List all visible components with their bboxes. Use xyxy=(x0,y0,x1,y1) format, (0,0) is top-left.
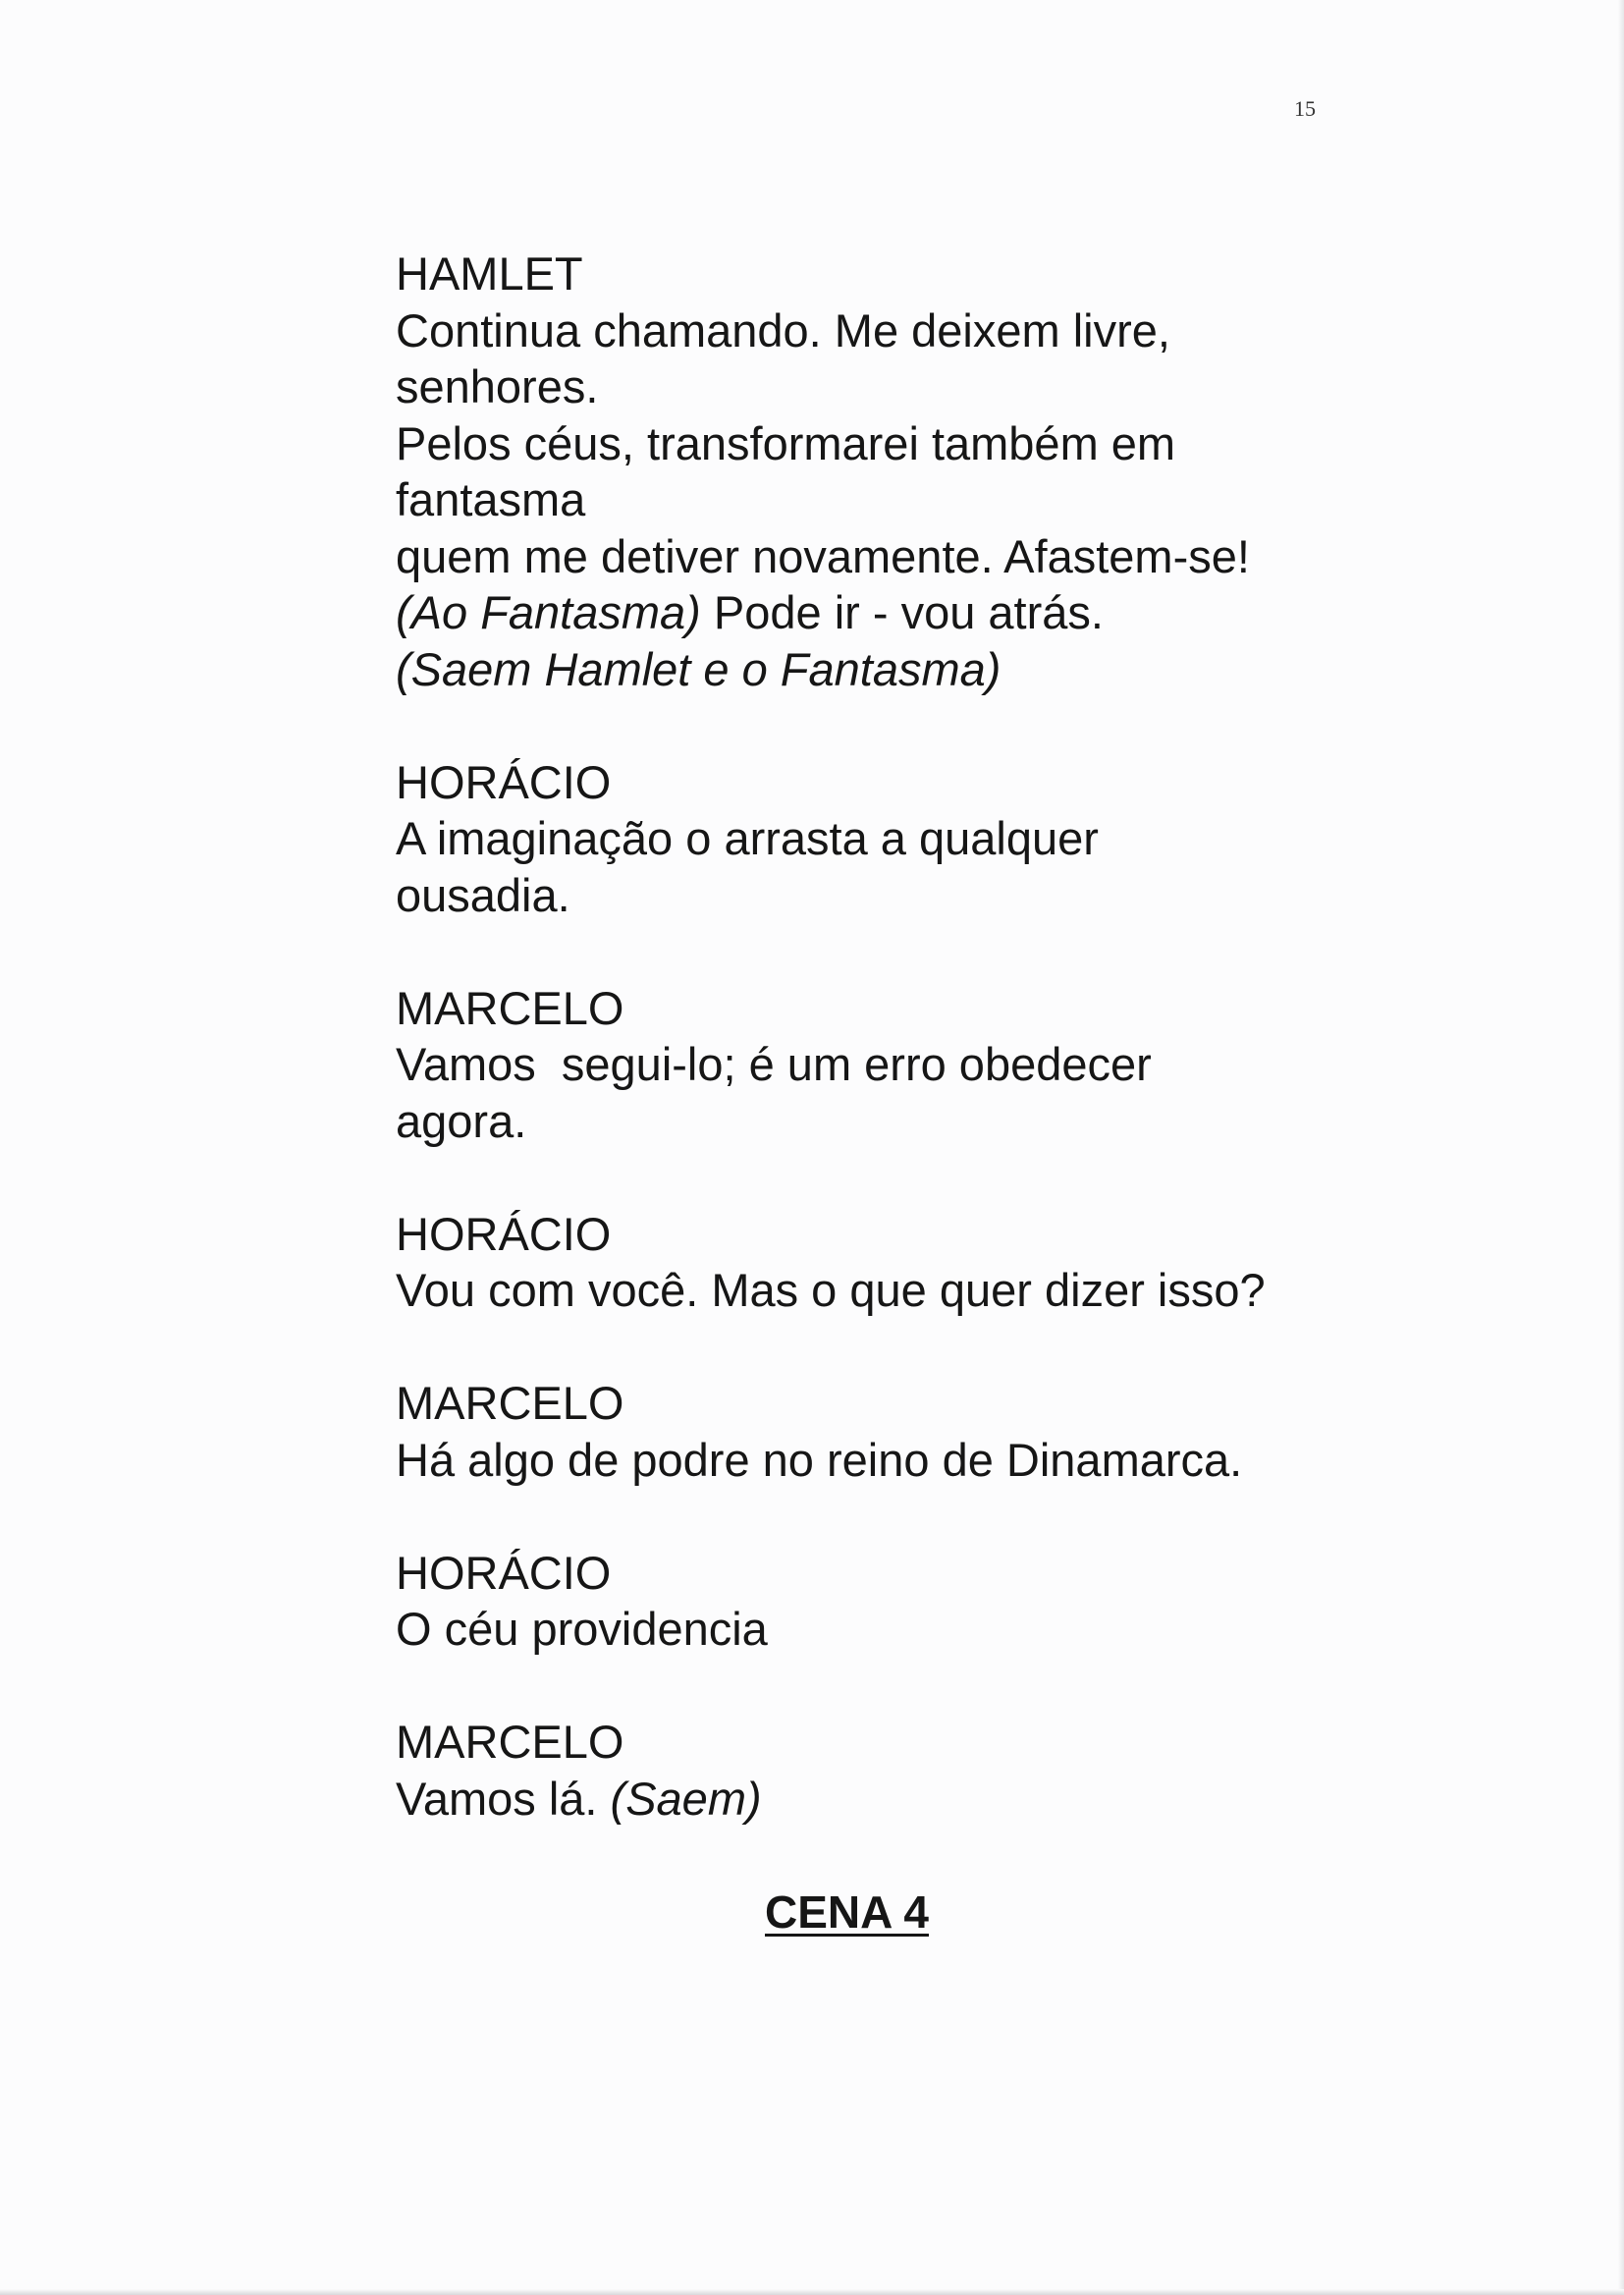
page-number: 15 xyxy=(1294,96,1316,121)
speaker-name: HORÁCIO xyxy=(396,1207,612,1260)
speech-text: Pelos céus, transformarei também em xyxy=(396,416,1176,469)
dialogue-block xyxy=(396,1714,1378,1827)
stage-direction: (Ao Fantasma) xyxy=(396,586,701,638)
stage-direction: (Saem Hamlet e o Fantasma) xyxy=(396,642,1001,695)
dialogue-line xyxy=(396,1036,1378,1093)
dialogue-block xyxy=(396,246,1378,697)
speech-text: ousadia. xyxy=(396,868,570,921)
dialogue-line xyxy=(396,358,1378,415)
dialogue-line xyxy=(396,1432,1378,1489)
dialogue-line xyxy=(396,1601,1378,1658)
dialogue-line xyxy=(396,1771,1378,1828)
speech-text: Vou com você. Mas o que quer dizer isso? xyxy=(396,1264,1266,1316)
speech-text: Vamos segui-lo; é um erro obedecer xyxy=(396,1038,1152,1090)
dialogue-block xyxy=(396,1375,1378,1488)
dialogue-block xyxy=(396,980,1378,1150)
speech-text: fantasma xyxy=(396,473,586,525)
stage-direction: (Saem) xyxy=(610,1772,762,1825)
speaker-name: MARCELO xyxy=(396,1377,624,1429)
dialogue-block xyxy=(396,1206,1378,1319)
scan-edge-bottom xyxy=(0,2289,1624,2295)
script-body xyxy=(396,246,1378,1884)
dialogue-line xyxy=(396,302,1378,359)
speaker-name: MARCELO xyxy=(396,981,624,1034)
dialogue-line xyxy=(396,1262,1378,1319)
speaker-name: HAMLET xyxy=(396,247,583,300)
scene-title: CENA 4 xyxy=(765,1886,929,1938)
dialogue-line xyxy=(396,584,1378,641)
dialogue-block xyxy=(396,1545,1378,1658)
speech-text: Pode ir - vou atrás. xyxy=(700,586,1104,638)
dialogue-line xyxy=(396,810,1378,867)
speech-text: agora. xyxy=(396,1094,527,1147)
speech-text: A imaginação o arrasta a qualquer xyxy=(396,812,1099,864)
dialogue-line xyxy=(396,1093,1378,1150)
dialogue-line xyxy=(396,415,1378,472)
dialogue-line xyxy=(396,641,1378,698)
dialogue-line xyxy=(396,528,1378,585)
speaker-name: MARCELO xyxy=(396,1716,624,1768)
dialogue-block xyxy=(396,754,1378,924)
speech-text: O céu providencia xyxy=(396,1603,768,1655)
speech-text: senhores. xyxy=(396,360,599,412)
dialogue-line xyxy=(396,867,1378,924)
speech-text: Continua chamando. Me deixem livre, xyxy=(396,303,1170,356)
speech-text: Há algo de podre no reino de Dinamarca. xyxy=(396,1433,1243,1486)
speech-text: Vamos lá. xyxy=(396,1772,611,1825)
scan-edge-right xyxy=(1618,0,1624,2295)
dialogue-line xyxy=(396,471,1378,528)
speaker-name: HORÁCIO xyxy=(396,1546,612,1599)
speech-text: quem me detiver novamente. Afastem-se! xyxy=(396,529,1250,582)
speaker-name: HORÁCIO xyxy=(396,755,612,808)
